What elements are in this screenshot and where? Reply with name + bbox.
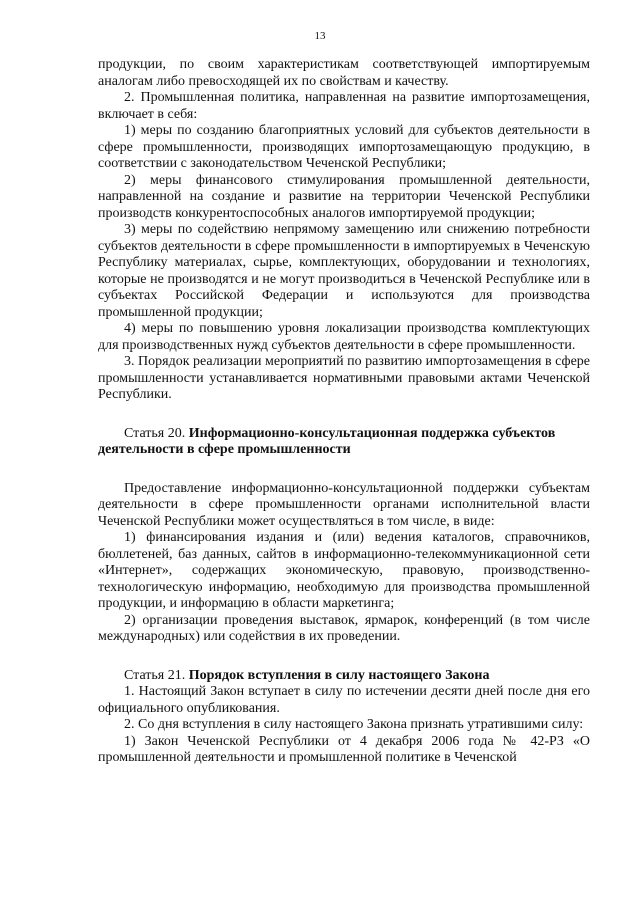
paragraph: 2) организации проведения выставок, ярмарок, конференций (в том числе международных) или содействия в их проведении. [98, 612, 590, 644]
article-20-heading [98, 426, 590, 459]
paragraph: 4) меры по повышению уровня локализации производства комплектующих для производственных нужд субъектов деятельности в сфере промышленности. [98, 321, 590, 353]
paragraph: 2. Промышленная политика, направленная на развитие импортозамещения, включает в себя: [98, 90, 590, 122]
article-20-title-line2: деятельности в сфере промышленности [98, 442, 351, 457]
paragraph: Предоставление информационно-консультационной поддержки субъектам деятельности в сфере промышленности органами исполнительной власти Чеченской Республики может осуществляться в том числе, в виде: [98, 480, 590, 529]
paragraph: 2) меры финансового стимулирования промышленной деятельности, направленной на создание и развитие на территории Чеченской Республики производств конкурентоспособных аналогов импортируемой продукции; [98, 172, 590, 221]
paragraph: 2. Со дня вступления в силу настоящего Закона признать утратившими силу: [124, 717, 584, 732]
paragraph: 1) Закон Чеченской Республики от 4 декабря 2006 года № 42-РЗ «О промышленной деятельности и промышленной политике в Чеченской [98, 733, 590, 765]
paragraph: 1) меры по созданию благоприятных условий для субъектов деятельности в сфере промышленности, производящих импортозамещающую продукцию, в соответствии с законодательством Чеченской Республики; [98, 123, 590, 171]
paragraph: 3) меры по содействию непрямому замещению или снижению потребности субъектов деятельности в сфере промышленности в импортируемых в Чеченскую Республику материалах, сырье, комплектующих, оборудовании и технологиях, которые не производятся и не могут производиться в Чеченской Республике или в субъектах Российской Федерации и используются для производства промышленной продукции; [98, 222, 590, 320]
page-content [98, 57, 590, 767]
article-20-prefix: Статья 20. [124, 425, 189, 441]
article-20-title-line1: Информационно-консультационная поддержка субъектов [188, 425, 556, 441]
article-21-prefix: Статья 21. [124, 667, 189, 683]
article-21-title: Порядок вступления в силу настоящего Закона [188, 667, 490, 683]
page-number: 13 [314, 30, 326, 42]
article-21-heading [98, 668, 590, 685]
paragraph: продукции, по своим характеристикам соответствующей импортируемым аналогам либо превосходящей их по свойствам и качеству. [98, 57, 590, 89]
paragraph: 1. Настоящий Закон вступает в силу по истечении десяти дней после дня его официального опубликования. [98, 684, 590, 716]
paragraph: 3. Порядок реализации мероприятий по развитию импортозамещения в сфере промышленности устанавливается нормативными правовыми актами Чеченской Республики. [98, 354, 590, 402]
paragraph: 1) финансирования издания и (или) ведения каталогов, справочников, бюллетеней, баз данных, сайтов в информационно-телекоммуникационной сети «Интернет», содержащих экономическую, правовую, производственно-технологическую информацию, необходимую для производства промышленной продукции, и информацию в области маркетинга; [98, 530, 590, 611]
